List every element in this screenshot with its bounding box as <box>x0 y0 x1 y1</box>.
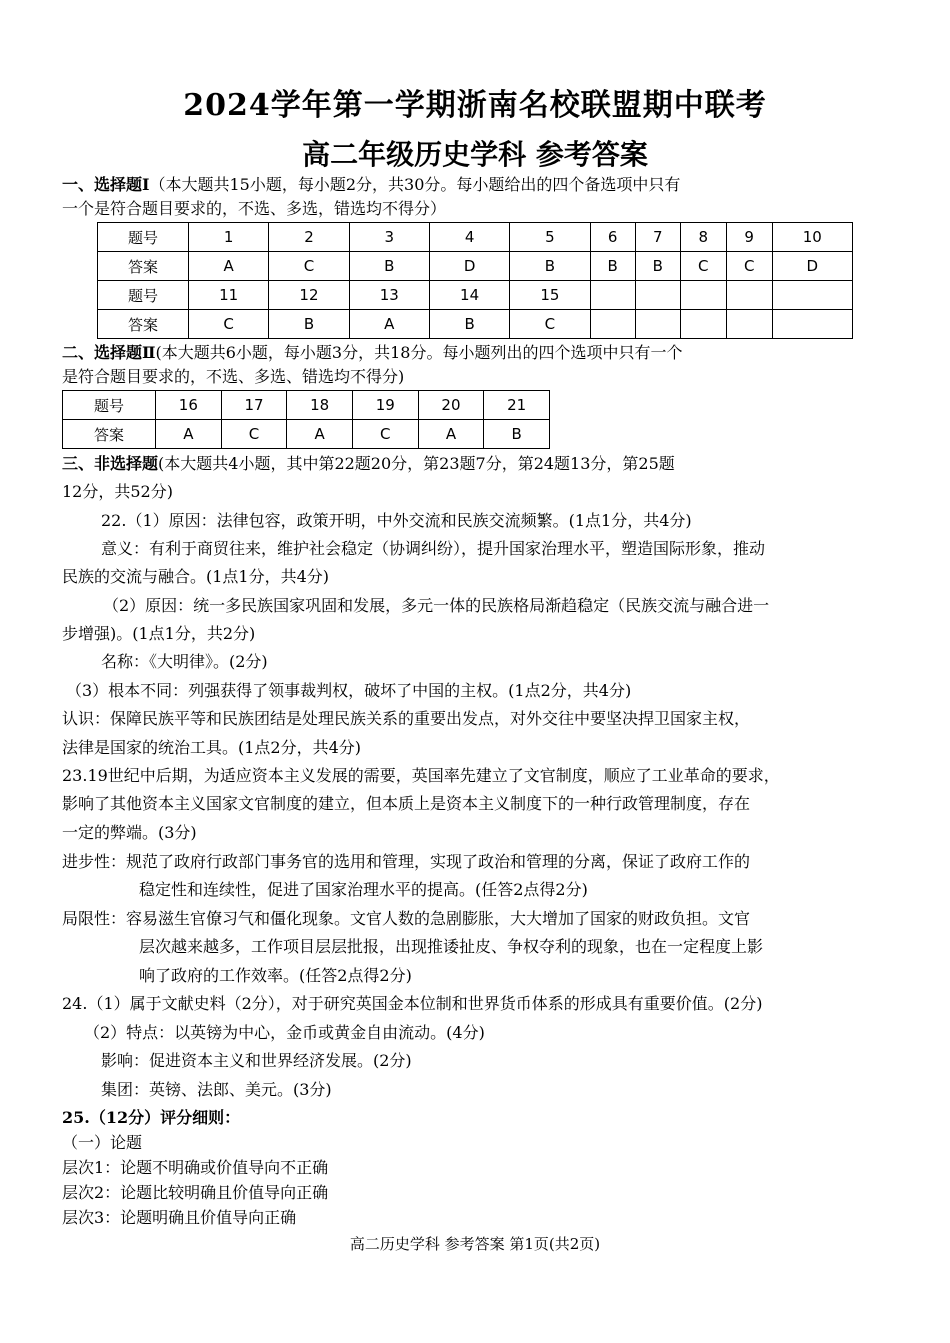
question-cell: 1 <box>189 223 269 252</box>
question-cell: 15 <box>510 281 590 310</box>
question-cell: 18 <box>287 391 353 420</box>
question-cell: 9 <box>726 223 772 252</box>
table-row <box>98 252 853 281</box>
question-cell: 7 <box>635 223 680 252</box>
question-cell: 11 <box>189 281 269 310</box>
answer-cell: D <box>429 252 509 281</box>
answer-line: （3）根本不同：列强获得了领事裁判权，破坏了中国的主权。(1点2分，共4分) <box>66 681 632 700</box>
section1-answer-table <box>97 222 853 339</box>
answer-line: 进步性：规范了政府行政部门事务官的选用和管理，实现了政治和管理的分离，保证了政府工作的 <box>62 852 751 871</box>
answer-line: 稳定性和连续性，促进了国家治理水平的提高。(任答2点得2分) <box>139 880 588 899</box>
answer-line: 名称：《大明律》。(2分) <box>101 652 268 671</box>
answer-line: 层次2：论题比较明确且价值导向正确 <box>62 1183 329 1202</box>
table-row <box>98 310 853 339</box>
answer-cell: A <box>287 420 353 449</box>
question-cell: 2 <box>269 223 349 252</box>
row-label-answer: 答案 <box>63 420 156 449</box>
answer-cell <box>635 310 680 339</box>
row-label-question: 题号 <box>98 223 189 252</box>
answer-cell <box>726 310 772 339</box>
answer-cell: B <box>429 310 509 339</box>
answer-cell: A <box>349 310 429 339</box>
question-cell: 19 <box>352 391 418 420</box>
answer-line: 影响：促进资本主义和世界经济发展。(2分) <box>101 1051 412 1070</box>
question-cell <box>726 281 772 310</box>
question-cell: 8 <box>680 223 726 252</box>
section1-desc-1: （本大题共15小题，每小题2分，共30分。每小题给出的四个备选项中只有 <box>149 175 681 194</box>
question-cell: 20 <box>418 391 484 420</box>
answer-cell: C <box>189 310 269 339</box>
answer-line: 层次越来越多，工作项目层层批报，出现推诿扯皮、争权夺利的现象，也在一定程度上影 <box>139 937 764 956</box>
answer-line: 影响了其他资本主义国家文官制度的建立，但本质上是资本主义制度下的一种行政管理制度，存在 <box>62 794 751 813</box>
answer-line: 民族的交流与融合。(1点1分，共4分) <box>62 567 330 586</box>
row-label-answer: 答案 <box>98 252 189 281</box>
question-cell: 6 <box>590 223 635 252</box>
answer-line: 层次3：论题明确且价值导向正确 <box>62 1208 297 1227</box>
answer-cell: C <box>680 252 726 281</box>
answer-cell <box>680 310 726 339</box>
row-label-question: 题号 <box>63 391 156 420</box>
answer-line: 法律是国家的统治工具。(1点2分，共4分) <box>62 738 362 757</box>
answer-cell: B <box>349 252 429 281</box>
section2-answer-table <box>62 390 550 449</box>
section3-header <box>62 453 890 475</box>
page-title: 2024学年第一学期浙南名校联盟期中联考 <box>183 88 767 123</box>
answer-cell: B <box>269 310 349 339</box>
answer-line: 响了政府的工作效率。(任答2点得2分) <box>139 966 412 985</box>
question-cell: 3 <box>349 223 429 252</box>
question-cell: 10 <box>772 223 852 252</box>
answer-cell: B <box>635 252 680 281</box>
section2-desc-1: (本大题共6小题，每小题3分，共18分。每小题列出的四个选项中只有一个 <box>155 343 683 362</box>
table-row <box>63 420 550 449</box>
question-cell: 17 <box>221 391 287 420</box>
question-cell: 4 <box>429 223 509 252</box>
section3-desc-2: 12分，共52分) <box>62 482 173 501</box>
answer-line: 意义：有利于商贸往来，维护社会稳定（协调纠纷），提升国家治理水平，塑造国际形象，推动 <box>101 539 766 558</box>
answer-line: （一）论题 <box>62 1133 143 1152</box>
answer-cell: A <box>156 420 222 449</box>
section1-desc-2: 一个是符合题目要求的，不选、多选，错选均不得分） <box>62 199 447 218</box>
section2-header <box>62 342 890 364</box>
answer-line: 24.（1）属于文献史料（2分），对于研究英国金本位制和世界货币体系的形成具有重要价值。(2分) <box>62 994 763 1013</box>
answer-cell: D <box>772 252 852 281</box>
question-cell: 12 <box>269 281 349 310</box>
answer-cell: C <box>510 310 590 339</box>
answer-cell: B <box>484 420 550 449</box>
page-footer: 高二历史学科 参考答案 第1页(共2页) <box>349 1235 601 1253</box>
section3-desc-1: (本大题共4小题，其中第22题20分，第23题7分，第24题13分，第25题 <box>158 454 675 473</box>
table-row <box>98 223 853 252</box>
section2-desc-2: 是符合题目要求的，不选、多选、错选均不得分) <box>62 367 405 386</box>
answer-line: 层次1：论题不明确或价值导向不正确 <box>62 1158 329 1177</box>
question-cell: 16 <box>156 391 222 420</box>
answer-cell: C <box>269 252 349 281</box>
answer-cell: B <box>510 252 590 281</box>
question-cell <box>772 281 852 310</box>
answer-cell: B <box>590 252 635 281</box>
answer-cell: C <box>726 252 772 281</box>
answer-line: 认识：保障民族平等和民族团结是处理民族关系的重要出发点，对外交往中要坚决捍卫国家主权， <box>62 709 751 728</box>
question-cell <box>680 281 726 310</box>
table-row <box>63 391 550 420</box>
row-label-answer: 答案 <box>98 310 189 339</box>
answer-line: （2）原因：统一多民族国家巩固和发展，多元一体的民族格局渐趋稳定（民族交流与融合进一 <box>103 596 770 615</box>
section3-heading: 三、非选择题 <box>62 454 159 473</box>
question-cell <box>590 281 635 310</box>
question-cell <box>635 281 680 310</box>
answer-line: 步增强)。(1点1分，共2分) <box>62 624 256 643</box>
answer-cell: C <box>221 420 287 449</box>
answer-line: 22.（1）原因：法律包容，政策开明，中外交流和民族交流频繁。(1点1分，共4分) <box>101 511 692 530</box>
answer-cell: C <box>352 420 418 449</box>
answer-line: 25.（12分）评分细则： <box>62 1108 241 1127</box>
question-cell: 14 <box>429 281 509 310</box>
answer-line: 局限性：容易滋生官僚习气和僵化现象。文官人数的急剧膨胀，大大增加了国家的财政负担。文官 <box>62 909 751 928</box>
answer-line: 一定的弊端。(3分) <box>62 823 197 842</box>
answer-line: 23.19世纪中后期，为适应资本主义发展的需要，英国率先建立了文官制度，顺应了工业革命的要求， <box>62 766 780 785</box>
row-label-question: 题号 <box>98 281 189 310</box>
section1-heading: 一、选择题Ⅰ <box>62 175 150 194</box>
section1-header <box>62 174 890 196</box>
page-subtitle: 高二年级历史学科 参考答案 <box>302 138 648 171</box>
answer-cell <box>590 310 635 339</box>
section2-heading: 二、选择题Ⅱ <box>62 343 156 362</box>
answer-line: （2）特点：以英镑为中心，金币或黄金自由流动。(4分) <box>84 1023 485 1042</box>
answer-cell: A <box>418 420 484 449</box>
question-cell: 13 <box>349 281 429 310</box>
question-cell: 5 <box>510 223 590 252</box>
question-cell: 21 <box>484 391 550 420</box>
answer-line: 集团：英镑、法郎、美元。(3分) <box>101 1080 332 1099</box>
answer-cell <box>772 310 852 339</box>
answer-cell: A <box>189 252 269 281</box>
table-row <box>98 281 853 310</box>
